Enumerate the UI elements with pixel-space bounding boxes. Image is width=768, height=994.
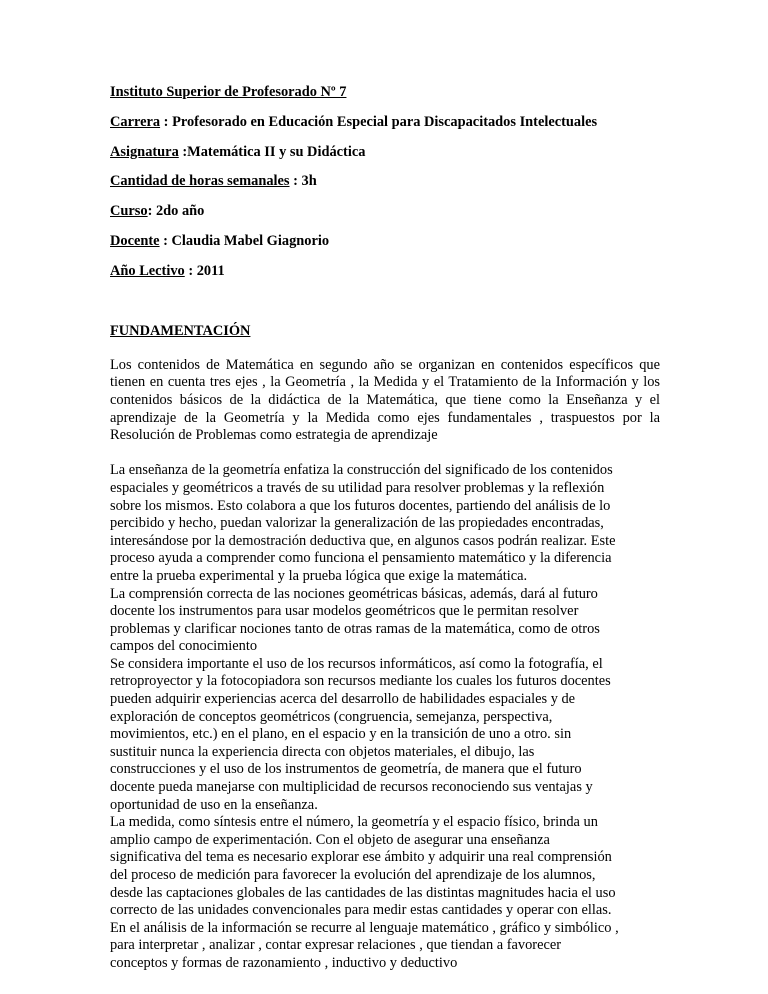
school-year-line [110, 263, 660, 280]
document-header [110, 84, 660, 280]
weekly-hours-label: Cantidad de horas semanales [110, 173, 290, 190]
body-line: interesándose por la demostración deductiva que, en algunos casos podrán realizar. Este [110, 532, 616, 549]
weekly-hours-value: : 3h [289, 173, 317, 190]
body-line: desde las captaciones globales de las cantidades de las distintas magnitudes hacia el uso [110, 884, 616, 901]
intro-paragraph: Los contenidos de Matemática en segundo año se organizan en contenidos específicos que tienen en cuenta tres ejes , la Geometría , la Medida y el Tratamiento de la Información y los contenidos básicos de la didáctica de la Matemática, que tiene como la Enseñanza y el aprendizaje de la Geometría y la Medida como ejes fundamentales , traspuestos por la Resolución de Problemas como estrategia de aprendizaje [110, 356, 660, 444]
body-line: En el análisis de la información se recurre al lenguaje matemático , gráfico y simbólico , [110, 919, 619, 936]
body-line: percibido y hecho, puedan valorizar la generalización de las propiedades encontradas, [110, 515, 604, 532]
course-value: : 2do año [147, 203, 205, 220]
body-line: del proceso de medición para favorecer la evolución del aprendizaje de los alumnos, [110, 867, 596, 883]
body-line: Se considera importante el uso de los recursos informáticos, así como la fotografía, el [110, 655, 603, 672]
subject-label: Asignatura [110, 143, 179, 160]
body-line: correcto de las unidades convencionales para medir estas cantidades y operar con ellas. [110, 902, 612, 919]
institute-line [110, 84, 660, 101]
institute-name: Instituto Superior de Profesorado Nº 7 [110, 84, 347, 100]
body-line: docente pueda manejarse con multiplicidad de recursos reconociendo sus ventajas y [110, 779, 593, 796]
body-line: La comprensión correcta de las nociones geométricas básicas, además, dará al futuro [110, 585, 598, 602]
body-line: La medida, como síntesis entre el número, la geometría y el espacio físico, brinda un [110, 814, 598, 831]
career-label: Carrera [110, 113, 161, 130]
school-year-label: Año Lectivo [110, 262, 185, 279]
body-line: docente los instrumentos para usar modelos geométricos que le permitan resolver [110, 603, 579, 620]
body-line: conceptos y formas de razonamiento , inductivo y deductivo [110, 954, 458, 971]
body-line: oportunidad de uso en la enseñanza. [110, 796, 318, 813]
subject-line [110, 144, 660, 161]
body-line: pueden adquirir experiencias acerca del desarrollo de habilidades espaciales y de [110, 691, 576, 708]
body-line: exploración de conceptos geométricos (congruencia, semejanza, perspectiva, [110, 708, 553, 725]
body-line: construcciones y el uso de los instrumentos de geometría, de manera que el futuro [110, 761, 582, 778]
body-line: sustituir nunca la experiencia directa con objetos materiales, el dibujo, las [110, 743, 535, 760]
body-line: campos del conocimiento [110, 638, 258, 655]
course-line [110, 203, 660, 220]
teacher-value: : Claudia Mabel Giagnorio [159, 232, 330, 249]
subject-value: :Matemática II y su Didáctica [178, 143, 366, 160]
body-text [110, 462, 660, 972]
school-year-value: : 2011 [184, 262, 225, 279]
body-line: problemas y clarificar nociones tanto de otras ramas de la matemática, como de otros [110, 620, 600, 637]
teacher-label: Docente [110, 232, 160, 249]
body-line: entre la prueba experimental y la prueba lógica que exige la matemática. [110, 567, 528, 584]
career-value: : Profesorado en Educación Especial para Discapacitados Intelectuales [160, 113, 598, 130]
body-line: retroproyector y la fotocopiadora son recursos mediante los cuales los futuros docentes [110, 673, 611, 690]
body-line: amplio campo de experimentación. Con el objeto de asegurar una enseñanza [110, 831, 550, 848]
career-line [110, 114, 660, 131]
body-line: movimientos, etc.) en el plano, en el espacio y en la transición de uno a otro. sin [110, 726, 572, 743]
body-line: proceso ayuda a comprender como funciona el pensamiento matemático y la diferencia [110, 550, 612, 567]
document-page [110, 84, 660, 973]
section-title: FUNDAMENTACIÓN [110, 322, 251, 339]
body-line: significativa del tema es necesario explorar ese ámbito y adquirir una real comprensión [110, 849, 612, 866]
teacher-line [110, 233, 660, 250]
body-line: sobre los mismos. Esto colabora a que los futuros docentes, partiendo del análisis de lo [110, 497, 611, 514]
weekly-hours-line [110, 173, 660, 190]
course-label: Curso [110, 203, 148, 220]
body-line: La enseñanza de la geometría enfatiza la construcción del significado de los contenidos [110, 462, 613, 479]
paragraph-gap [110, 445, 660, 463]
body-line: para interpretar , analizar , contar expresar relaciones , que tiendan a favorecer [110, 937, 562, 954]
body-line: espaciales y geométricos a través de su utilidad para resolver problemas y la reflexión [110, 479, 605, 496]
